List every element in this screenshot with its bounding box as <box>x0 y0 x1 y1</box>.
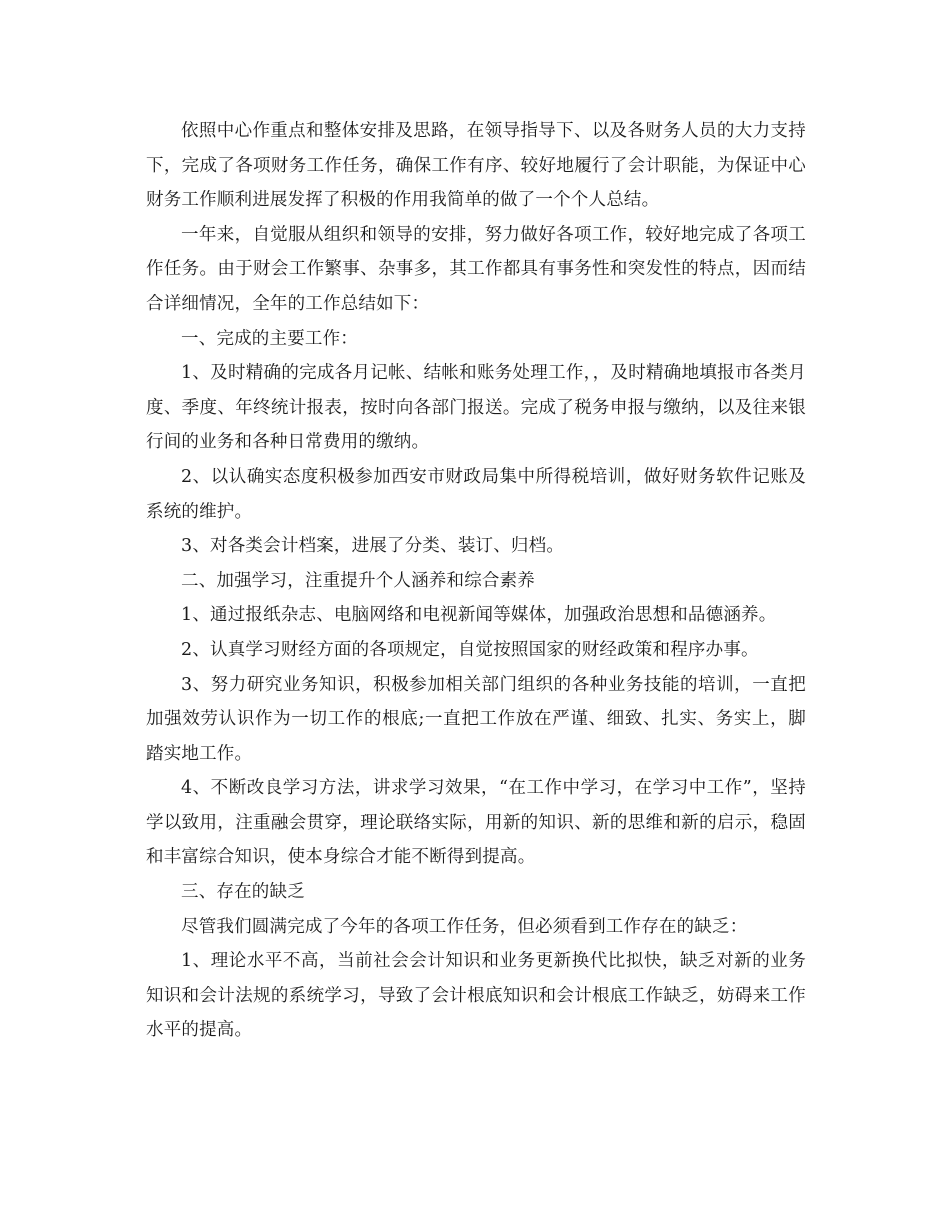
paragraph-work-item-2: 2、以认确实态度积极参加西安市财政局集中所得税培训，做好财务软件记账及系统的维护。 <box>146 466 806 522</box>
document-body <box>146 114 806 1048</box>
paragraph-learning-item-2: 2、认真学习财经方面的各项规定，自觉按照国家的财经政策和程序办事。 <box>181 639 759 660</box>
paragraph-shortcomings-intro: 尽管我们圆满完成了今年的各项工作任务，但必须看到工作存在的缺乏： <box>181 916 748 937</box>
paragraph-intro: 依照中心作重点和整体安排及思路，在领导指导下、以及各财务人员的大力支持下，完成了各项财务工作任务，确保工作有序、较好地履行了会计职能，为保证中心财务工作顺利进展发挥了积极的作用我简单的做了一个个人总结。 <box>146 121 806 211</box>
paragraph-overview: 一年来，自觉服从组织和领导的安排，努力做好各项工作，较好地完成了各项工作任务。由于财会工作繁事、杂事多，其工作都具有事务性和突发性的特点，因而结合详细情况，全年的工作总结如下： <box>146 224 806 314</box>
paragraph-learning-item-3: 3、努力研究业务知识，积极参加相关部门组织的各种业务技能的培训，一直把加强效劳认识作为一切工作的根底;一直把工作放在严谨、细致、扎实、务实上，脚踏实地工作。 <box>146 674 806 764</box>
section-heading-learning: 二、加强学习，注重提升个人涵养和综合素养 <box>181 570 535 591</box>
paragraph-learning-item-1: 1、通过报纸杂志、电脑网络和电视新闻等媒体，加强政治思想和品德涵养。 <box>181 605 777 626</box>
paragraph-learning-item-4: 4、不断改良学习方法，讲求学习效果，“在工作中学习，在学习中工作”，坚持学以致用，注重融会贯穿，理论联络实际，用新的知识、新的思维和新的启示，稳固和丰富综合知识，使本身综合才能不断得到提高。 <box>146 778 806 868</box>
section-heading-main-work: 一、完成的主要工作： <box>181 328 358 349</box>
section-heading-shortcomings: 三、存在的缺乏 <box>181 882 305 903</box>
paragraph-work-item-3: 3、对各类会计档案，进展了分类、装订、归档。 <box>181 536 565 557</box>
paragraph-work-item-1: 1、及时精确的完成各月记帐、结帐和账务处理工作，，及时精确地填报市各类月度、季度、年终统计报表，按时向各部门报送。完成了税务申报与缴纳，以及往来银行间的业务和各种日常费用的缴纳。 <box>146 363 806 453</box>
paragraph-shortcoming-item-1: 1、理论水平不高，当前社会会计知识和业务更新换代比拟快，缺乏对新的业务知识和会计法规的系统学习，导致了会计根底知识和会计根底工作缺乏，妨碍来工作水平的提高。 <box>146 951 806 1041</box>
